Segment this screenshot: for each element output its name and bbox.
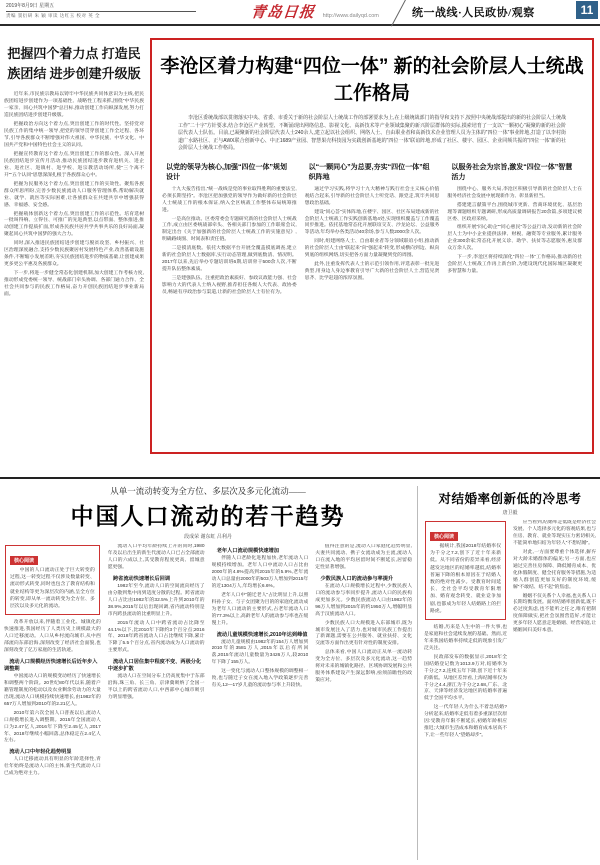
left-article-title: 把握四个着力点 打造民族团结 进步创建升级版 bbox=[7, 46, 141, 82]
population-paragraph: 改革开放以来,伴随着工业化、城镇化的快速推进,我国经历了人类历史上规模最大的人口迁移流动。人口从乡村流向城市,从中西部流向东部沿海,深刻改变了经济社会面貌,也深刻改变了亿万家庭的生活轨迹。 bbox=[4, 620, 101, 653]
population-paragraph: 中国流动人口的规模变动经历了快速增长和调整两个阶段。20世纪80年代以来,随着户籍管理制度的松动以及农业剩余劳动力的大量出现,流动人口规模持续快速增长,由1982年的657万人增加到2010年的2.21亿人。 bbox=[4, 673, 101, 707]
population-paragraph: 2010年第六次全国人口普查以后,流动人口规模增长进入调整期。2015年全国流动人口为2.47亿人,2016年下降至2.45亿人,2017年、2018年继续小幅回落,总体稳定在2.4亿人左右。 bbox=[4, 710, 101, 744]
main-subhead: 以党的领导为核心,加强“四位一体”规划设计 bbox=[166, 163, 287, 182]
marriage-columns bbox=[424, 520, 596, 858]
main-paragraph: 下一步,李沧区将持续深化“四位一体”工作格局,推动新的社会阶层人士统战工作再上新台阶,为建设现代化国际城区凝聚更多智慧和力量。 bbox=[447, 255, 582, 275]
left-article-paragraph: 把握政治方向这个着力点,突出创建工作的时代性。坚持党对民族工作的集中统一领导,把党的领导贯穿创建工作全过程、各环节,引导各族群众不断增强对伟大祖国、中华民族、中华文化、中国共产党和中国特色社会主义的认同。 bbox=[4, 122, 144, 148]
main-column-3 bbox=[447, 159, 582, 401]
population-kicker: 从单一流动转变为全方位、多层次及多元化流动—— bbox=[110, 486, 306, 496]
left-article-paragraph: 把握为民服务这个着力点,突出创建工作的实效性。聚焦各族群众所思所盼,完善少数民族流动人口服务管理体系,帮助解决就业、就学、就医等实际困难,让各族群众在共建共享中增强获得感、幸福感、安全感。 bbox=[4, 181, 144, 208]
main-paragraph: 围绕中心、服务大局,李沧区积极引导新的社会阶层人士在服务经济社会发展中展现新作为、彰显新担当。 bbox=[447, 186, 582, 199]
page-header bbox=[0, 0, 600, 26]
population-column-3 bbox=[212, 544, 309, 861]
issue-date: 2019年8月9日 星期五 bbox=[6, 3, 55, 9]
marriage-paragraph: 应当看到,结婚率走低既是经济社会发展、个人选择多元化的客观结果,也与住房、教育、就业等现实压力密切相关,不能简单地归结为年轻人“不想结婚”。 bbox=[513, 520, 596, 546]
main-column-1 bbox=[162, 159, 297, 401]
population-subhead: 跨省流动快速增长后回调 bbox=[112, 575, 171, 582]
section-title: 统一战线·人民政协/观察 bbox=[412, 7, 535, 19]
main-paragraph: 二是摸清底数。依托大数据平台开展全覆盖摸底调查,建立新的社会阶层人士数据库,实行动态管理,做到底数清、情况明。2017年以来,先后举办专题培训班6期,培训骨干500余人次,不断提升队伍整体素质。 bbox=[162, 246, 297, 273]
main-intro: 李沧区委统战部以贯彻落实中央、省委、市委关于新的社会阶层人士统战工作的部署要求为上,在上级统战部门的指导和支持下,按照中央统战部提出的新的社会阶层人士统战工作“二十字”方针要求,结合李沧区产业转型、不断涌现出网络信息、影视文化、高新技术等产业领域集聚的新兴阶层群体的实际,摸索培育了一支以“一颗初心”凝聚的新的社会阶层代表人士队伍。目前,已凝聚新的社会阶层代表人士240余人,建立起以社会组织、网络人士、自由职业者和高新技术企业管理人员为主体的“四位一体”事业阵地,打造了以李村街道广水路社区、正与AWX联合创新中心、中正1689产业园、智慧果壳科技园为实践创新基地的“四位一体”联谊阵地,形成了社区、楼宇、园区、企业同频共振的“四位一体”新的社会阶层人士统战工作格局。 bbox=[178, 115, 566, 152]
population-paragraph: 流动儿童规模由1982年的154万人增加到2010年的3581万人,2015年以后有所回落,2015年流动儿童数量为3426万人,较2010年下降了155万人。 bbox=[211, 639, 309, 666]
main-paragraph: 组织开展“同心助企”“同心惠民”等公益行动,发动新的社会阶层人士为中小企业提供法律、财税、融资等专业服务,累计服务企业300余家;常态化开展义诊、助学、扶贫等志愿服务,惠及群众万余人次。 bbox=[447, 225, 582, 252]
population-paragraph: 老年人口中“随迁老人”占比明显上升,以照料孙子女、与子女团聚为目的的家庭化流动成为老年人口流动的主要形式,占老年流动人口的77.3%以上,高龄老年人的流动参与率也在缓慢上升。 bbox=[211, 592, 309, 626]
marriage-author: 唐卫毅 bbox=[502, 510, 518, 516]
core-reading-label: 核心阅读 bbox=[430, 532, 458, 541]
main-subhead: 以“一颗同心”为总要,夯实“四位一体”组织阵地 bbox=[308, 163, 430, 182]
main-article-columns bbox=[162, 159, 582, 401]
core-reading-text: 据统计,我国2018年结婚率仅为千分之7.2,创下了近十年来新低。从不同省份的差异来看,经济越发达地区的结婚率越低,结婚率普遍下降的根本原因在于结婚人数的绝对性减少。受教育时间延长、全社会平均受教育年限增加、婚育观念转变、就业竞争加剧,也都成为年轻人结婚路上的拦路虎。 bbox=[430, 544, 501, 614]
population-paragraph: 总体来看,中国人口流动正从单一流动转变为全方位、多层次及多元化流动,这一趋势将对未来的城镇化路径、区域协调发展和公共服务体系建设产生深远影响,亟须前瞻性的政策应对。 bbox=[315, 650, 412, 684]
header-left bbox=[6, 2, 206, 19]
column-divider bbox=[417, 486, 418, 860]
marriage-paragraph: 这一代年轻人为什么不着急结婚?分析起来,结婚率走低有着多重深层次原因:受教育年限不断延长,初婚年龄相应推迟;大城市生活成本和婚育成本居高不下,让一些年轻人“望婚却步”。 bbox=[424, 705, 507, 739]
marriage-paragraph: 结婚,历来是人生中的一件大事,也是家庭和社会延续发展的基础。然而,近年来我国结婚率持续走低的现象引发广泛关注。 bbox=[424, 624, 507, 651]
main-subhead: 以服务社会为宗旨,激发“四位一体”智慧活力 bbox=[451, 163, 573, 182]
population-subhead: 流动人口规模经历快速增长后近年步入调整期 bbox=[4, 658, 98, 672]
population-paragraph: 2015年流动人口中跨省流动占比降至44.1%以下,比2010年下降约3个百分点;2016年、2018年跨省流动人口占比继续下降,累计下降了5.5个百分点,省内流动成为人口流动的主要形式。 bbox=[107, 620, 205, 654]
main-paragraph: 同时,组建网络人士、自由职业者等分领域联谊小组,推动新的社会阶层人士由“联起来”向“强起来”转变,形成横向到边、纵向到底的组织网络,切实把各方面力量凝聚到党的周围。 bbox=[304, 239, 440, 259]
population-paragraph: 1982年至今,流动人口的空间流向经历了由分散到集中再到适度分散的过程。跨省流动人口占比由1982年的32.5%上升到2010年的38.9%,2015年以后出现回调,省内流动特别是市内跨县流动的比重明显上升。 bbox=[107, 583, 205, 617]
marriage-column-2 bbox=[513, 520, 596, 858]
population-paragraph: 少数民族人口大规模进入东部城市,既为城市发展注入了活力,也对城市民族工作提出了新课题,需要在公共服务、就业扶持、文化交流等方面作出更有针对性的制度安排。 bbox=[315, 620, 412, 647]
marriage-paragraph: 民政部发布的数据显示,2018年全国结婚登记数为1013.9万对,结婚率为千分之7.2,连续五年下降,创下近十年来的新低。从地区差异看,上海结婚率仅为千分之4.4,浙江为千分之2.68,广东、北京、天津等经济发达地区的结婚率普遍低于全国平均水平。 bbox=[424, 654, 507, 702]
main-paragraph: 通过学习实践,将学习十九大精神与践行社会主义核心价值观结合起来,引导新的社会阶层人士听党话、跟党走,筑牢共同思想政治基础。 bbox=[304, 186, 440, 206]
main-paragraph: 搭建建言献策平台,围绕城市更新、营商环境优化、基层治理等课题组织专题调研,形成高质量调研报告20余篇,多项建议被区委、区政府采纳。 bbox=[447, 202, 582, 222]
population-column-4 bbox=[315, 544, 412, 861]
page-number-badge: 11 bbox=[576, 1, 598, 19]
left-article-paragraph: 下一步,将进一步健全常态化创建机制,加大创建工作考核力度,推动形成党委统一领导、统战部门牵头协调、各部门通力合作、全社会共同参与的民族工作格局,奋力开创民族团结进步事业新局面。 bbox=[4, 271, 144, 298]
masthead bbox=[225, 1, 405, 22]
header-divider bbox=[6, 11, 196, 12]
left-article bbox=[4, 40, 144, 472]
population-column-1 bbox=[4, 544, 101, 861]
population-column-2 bbox=[108, 544, 205, 861]
main-article-box bbox=[150, 38, 594, 454]
population-paragraph: 流动人口平均年龄持续上升的同时,1980年及以后出生的新生代流动人口已占全部流动人口的六成以上,其受教育程度更高、留城意愿更强。 bbox=[107, 544, 205, 570]
population-title: 中国人口流动的若干趋势 bbox=[70, 504, 346, 529]
left-article-paragraph: 近年来,市民族宗教局以铸牢中华民族共同体意识为主线,把民族团结进步创建作为一项基础性、战略性工程来抓,围绕“中华民族一家亲、同心共筑中国梦”总目标,推动创建工作向纵深发展,努力打造民族团结进步创建升级版。 bbox=[4, 92, 144, 119]
population-paragraph: 伴随人口老龄化进程加快,老年流动人口规模持续增加。老年人口中流动人口占比由2000年的4.8%提高到2015年的5.9%,老年流动人口总量由2000年的503万人增加到2015年的近1304万人,年均增长6.6%。 bbox=[211, 556, 309, 589]
population-subhead: 少数民族人口的流动参与率提升 bbox=[320, 575, 394, 582]
main-paragraph: 此外,注重发挥代表人士的示范引领作用,评选表彰一批先进典型,用身边人身边事教育引导广大新的社会阶层人士,营造见贤思齐、比学赶超的浓厚氛围。 bbox=[304, 262, 440, 282]
main-paragraph: 一是高位推动。区委常委会专题研究新的社会阶层人士统战工作,成立由区委统战部牵头、各相关部门参加的工作联席会议,制定出台《关于加强新的社会阶层人士统战工作的实施意见》,明确路线图、时间表和责任链。 bbox=[162, 216, 297, 243]
main-paragraph: 十九大报告指出,“统一战线是党的事业取得胜利的重要法宝,必须长期坚持”。李沧区把加强党的领导作为做好新的社会阶层人士统战工作的根本保证,纳入全区统战工作整体布局统筹推进。 bbox=[162, 186, 297, 213]
left-article-paragraph: 同时,深入推进民族团结进步创建与脱贫攻坚、乡村振兴、社区治理深度融合,支持少数民族聚居村发展特色产业,改善基础设施条件,不断缩小发展差距,夯实民族团结进步的物质基础,让创建成果更多更公平惠及各族群众。 bbox=[4, 241, 144, 268]
main-paragraph: 三是建强队伍。注重把政治素质好、参政议政能力强、社会影响力大的代表人士纳入视野,推荐担任各级人大代表、政协委员,畅通有序政治参与渠道,让新的社会阶层人士有位有为。 bbox=[162, 276, 297, 296]
left-article-paragraph: 把握载体创新这个着力点,突出创建工作的示范性。培育选树一批叫得响、立得住、可推广的先进典型,以点带面、整体推进,推动创建工作提质扩面,形成各民族共居共学共事共乐的良好局面,凝聚起同心共筑中国梦的强大合力。 bbox=[4, 211, 144, 238]
core-reading-box bbox=[425, 521, 506, 620]
editor-credits: 责编 窦衍研 朱 颖 审读 达红玉 校对 英 全 bbox=[6, 13, 101, 18]
core-reading-box bbox=[5, 545, 100, 615]
section-divider bbox=[0, 477, 600, 479]
population-paragraph: 在流动人口规模增长过程中,少数民族人口的流动参与率同步提升,流动人口的民族构成更加多元。少数民族流动人口由1982年的96万人增加到2015年的约1950万人,增幅明显高于汉族流动人口。 bbox=[315, 583, 412, 617]
population-subhead: 流动儿童规模快速增长,2010年达到峰值 bbox=[216, 631, 308, 638]
masthead-url: http://www.dailyqd.com bbox=[322, 13, 379, 19]
main-column-2 bbox=[305, 159, 440, 401]
core-reading-text: 中国的人口流动正处于巨大转变的过程,这一转变过程不仅涉及数量转变、流动形式转变,同时也包含了教育结构和就业结构等更为深层次的内涵,呈全方位的转变,即从单一流动转变为全方位、多层次以及多元化的流动。 bbox=[10, 568, 95, 609]
population-columns bbox=[4, 544, 412, 861]
population-paragraph: 流动人口在空间分布上仍高度集中于东部沿海,珠三角、长三角、京津冀吸纳了全国一半以上的跨省流动人口,中西部中心城市吸引力明显增强。 bbox=[107, 674, 205, 701]
population-article bbox=[4, 483, 412, 861]
population-authors: 段成荣 谢东虹 吕利丹 bbox=[184, 534, 232, 540]
core-reading-label: 核心阅读 bbox=[10, 556, 38, 565]
marriage-paragraph: 婚姻不仅关系个人幸福,也关系人口长期均衡发展。面对结婚率创新低,既不必过度焦虑,也不能听之任之,唯有把制度保障做实,把社会氛围营造好,才能让更多年轻人愿意走进婚姻、经营家庭,让婚姻回归美好本意。 bbox=[513, 593, 596, 634]
population-subhead: 流动人口中年轻化趋势明显 bbox=[9, 749, 72, 756]
marriage-paragraph: 对此,一方面要尊重个体选择,摒弃对大龄未婚群体的偏见;另一方面,也应通过完善住房保障、降低婚育成本、优化休假制度、健全托育服务等措施,为适婚人群创造更加友好的制度环境,缓解“不敢结、结不起”的焦虑。 bbox=[513, 549, 596, 590]
masthead-logo: 青岛日报 bbox=[250, 5, 316, 21]
population-paragraph: 人口迁移流动具有明显的年龄选择性,青壮年始终是流动人口的主体,新生代流动人口已成为绝对主力。 bbox=[4, 757, 101, 777]
marriage-title: 对结婚率创新低的冷思考 bbox=[438, 492, 582, 506]
marriage-article bbox=[424, 483, 596, 861]
population-subhead: 老年人口流动规模快速增加 bbox=[216, 548, 279, 554]
population-subhead: 流动人口居住集中程度不变、两极分化中逐步扩散 bbox=[107, 659, 202, 673]
marriage-column-1 bbox=[424, 520, 507, 858]
left-article-paragraph: 把握宣传教育这个着力点,突出创建工作的群众性。深入开展民族团结进步宣传月活动,推动民族团结进步教育进机关、进企业、进社区、进镇村、进学校、进宗教活动场所,使“三个离不开”“五个认同”思想深深扎根于各族群众心中。 bbox=[4, 151, 144, 178]
main-paragraph: 建设“同心荟”实体阵地,在楼宇、园区、社区布局建成新的社会阶层人士统战工作实践创新基地4处,实现组织覆盖与工作覆盖同步推进。依托基地常态化开展联谊交友、沙龙论坛、公益服务等活动,年均举办各类活动40余场,参与人数2000余人次。 bbox=[304, 209, 440, 236]
population-paragraph: 这一变化与流动人口整体规模的调整相一致,也与随迁子女在流入地入学政策逐步完善有关,12—17岁儿童的流动参与率上升较快。 bbox=[211, 669, 309, 689]
population-paragraph: 值得注意的是,流动人口家庭化趋势明显,夫妻共同流动、携子女流动成为主流,流动人口在流入地的平均居留时间不断延长,居留稳定性显著增强。 bbox=[315, 544, 412, 570]
main-headline: 李沧区着力构建“四位一体” 新的社会阶层人士统战工作格局 bbox=[160, 56, 584, 104]
